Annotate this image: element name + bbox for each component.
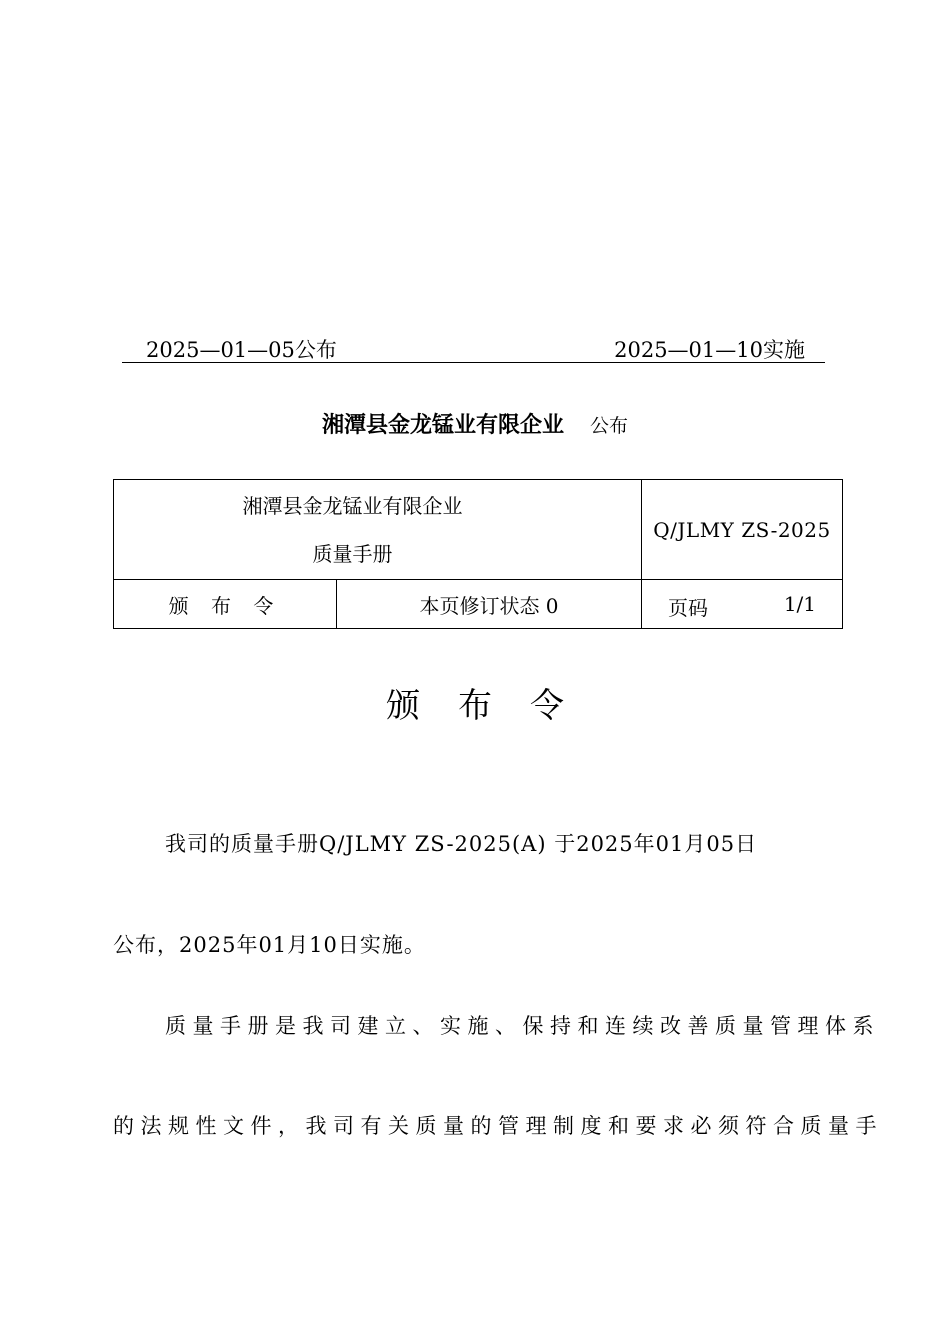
page-value: 1/1 bbox=[783, 592, 816, 616]
page-title: 颁布令 bbox=[386, 686, 602, 726]
issuer-suffix: 公布 bbox=[590, 415, 629, 437]
issuer-company: 湘潭县金龙锰业有限企业 bbox=[321, 413, 564, 438]
implement-date: 2025—01—10实施 bbox=[614, 338, 805, 362]
page-label: 页码 bbox=[668, 596, 708, 620]
body-line-3: 质量手册是我司建立、实施、保持和连续改善质量管理体系 bbox=[165, 1014, 880, 1038]
issuer-line bbox=[0, 410, 950, 441]
body-line-2: 公布，2025年01月10日实施。 bbox=[113, 933, 426, 957]
document-header-table bbox=[113, 479, 843, 629]
revision-status: 本页修订状态 0 bbox=[337, 580, 642, 629]
publish-date: 2025—01—05公布 bbox=[146, 338, 337, 362]
table-document-title: 质量手册 bbox=[312, 541, 393, 566]
page-number-cell bbox=[642, 580, 843, 629]
body-line-4: 的法规性文件，我司有关质量的管理制度和要求必须符合质量手 bbox=[113, 1114, 883, 1138]
section-label: 颁 布 令 bbox=[114, 580, 337, 629]
date-row bbox=[122, 338, 825, 363]
body-line-1: 我司的质量手册Q/JLMY ZS-2025(A) 于2025年01月05日 bbox=[165, 832, 758, 856]
table-company-name: 湘潭县金龙锰业有限企业 bbox=[242, 493, 463, 518]
document-title-cell bbox=[114, 480, 642, 580]
document-code: Q/JLMY ZS-2025 bbox=[642, 480, 843, 580]
